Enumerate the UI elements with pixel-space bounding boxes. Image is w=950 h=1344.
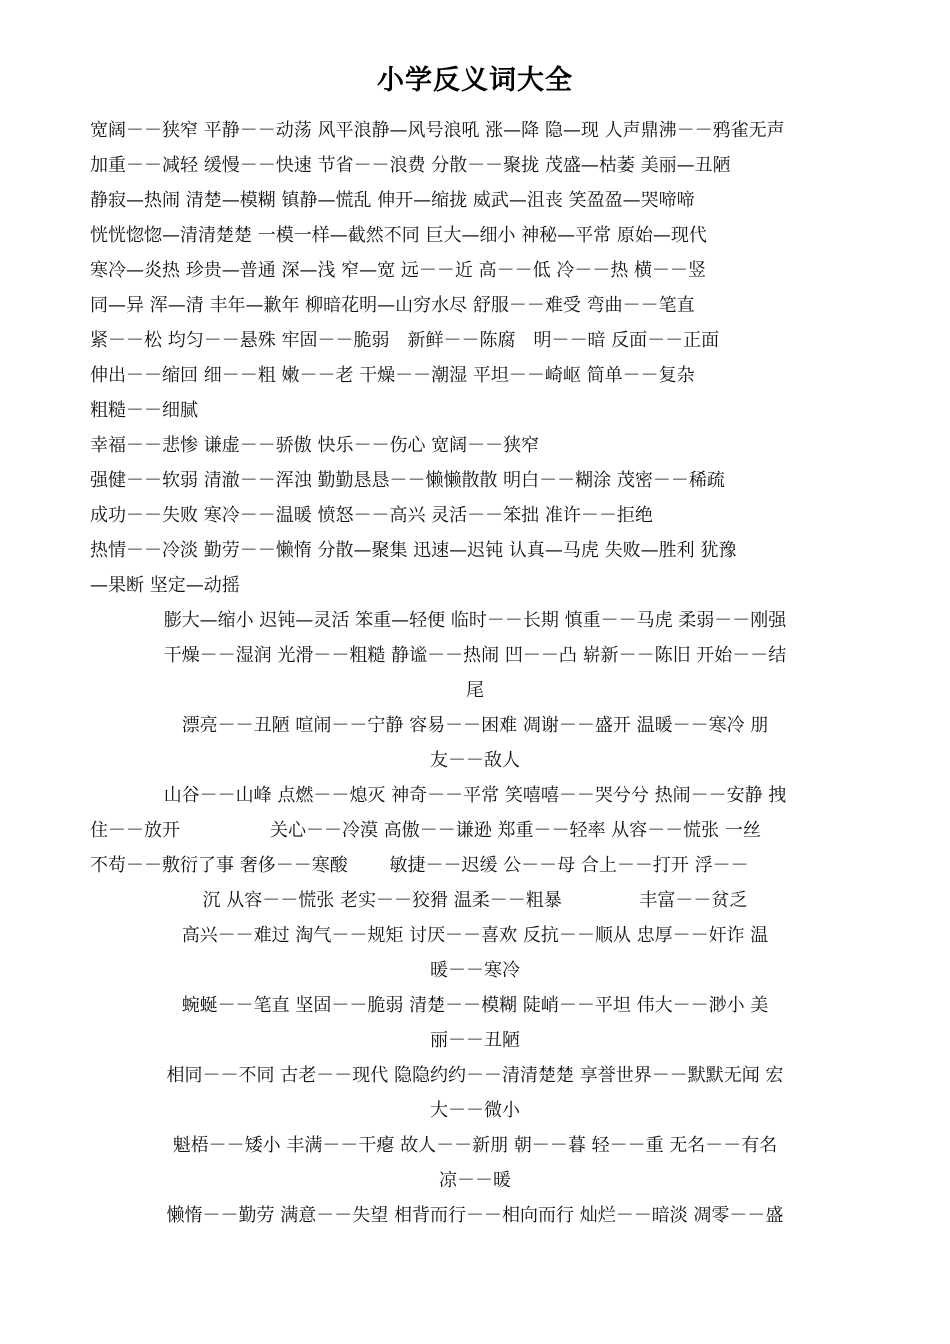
text-line: 寒冷—炎热 珍贵—普通 深—浅 窄—宽 远－－近 高－－低 冷－－热 横－－竖 [90,260,707,281]
text-line: 加重－－减轻 缓慢－－快速 节省－－浪费 分散－－聚拢 茂盛—枯萎 美丽—丑陋 [90,155,731,176]
text-line: 幸福－－悲惨 谦虚－－骄傲 快乐－－伤心 宽阔－－狭窄 [90,435,540,456]
text-line: 干燥－－湿润 光滑－－粗糙 静谧－－热闹 凹－－凸 崭新－－陈旧 开始－－结 [163,645,787,666]
text-line: 恍恍惚惚—清清楚楚 一模一样—截然不同 巨大—细小 神秘—平常 原始—现代 [90,225,707,246]
text-line: 沉 从容－－慌张 老实－－狡猾 温柔－－粗暴 丰富－－贫乏 [202,890,748,911]
text-line: 伸出－－缩回 细－－粗 嫩－－老 干燥－－潮湿 平坦－－崎岖 简单－－复杂 [90,365,695,386]
text-line: 粗糙－－细腻 [90,400,198,421]
text-line: 不苟－－敷衍了事 奢侈－－寒酸 敏捷－－迟缓 公－－母 合上－－打开 浮－－ [90,855,749,876]
text-line: 静寂—热闹 清楚—模糊 镇静—慌乱 伸开—缩拢 威武—沮丧 笑盈盈—哭啼啼 [90,190,695,211]
text-line: 热情－－冷淡 勤劳－－懒惰 分散—聚集 迅速—迟钝 认真—马虎 失败—胜利 犹豫 [90,540,737,561]
text-line: 尾 [466,680,484,701]
text-line: 魁梧－－矮小 丰满－－干瘪 故人－－新朋 朝－－暮 轻－－重 无名－－有名 [172,1135,778,1156]
text-line: 山谷－－山峰 点燃－－熄灭 神奇－－平常 笑嘻嘻－－哭兮兮 热闹－－安静 拽 [163,785,787,806]
text-line: 同—异 浑—清 丰年—歉年 柳暗花明—山穷水尽 舒服－－难受 弯曲－－笔直 [90,295,695,316]
text-line: 大－－微小 [430,1100,520,1121]
text-line: 相同－－不同 古老－－现代 隐隐约约－－清清楚楚 享誉世界－－默默无闻 宏 [166,1065,784,1086]
text-line: 高兴－－难过 淘气－－规矩 讨厌－－喜欢 反抗－－顺从 忠厚－－奸诈 温 [181,925,769,946]
text-line: 膨大—缩小 迟钝—灵活 笨重—轻便 临时－－长期 慎重－－马虎 柔弱－－刚强 [163,610,787,631]
text-line: 宽阔－－狭窄 平静－－动荡 风平浪静—风号浪吼 涨—降 隐—现 人声鼎沸－－鸦雀无声 [90,120,785,141]
text-line: 友－－敌人 [430,750,520,771]
text-line: 凉－－暖 [439,1170,511,1191]
text-line: 紧－－松 均匀－－悬殊 牢固－－脆弱 新鲜－－陈腐 明－－暗 反面－－正面 [90,330,720,351]
text-line: 强健－－软弱 清澈－－浑浊 勤勤恳恳－－懒懒散散 明白－－糊涂 茂密－－稀疏 [90,470,725,491]
text-line: 住－－放开 关心－－冷漠 高傲－－谦逊 郑重－－轻率 从容－－慌张 一丝 [90,820,761,841]
text-line: 丽－－丑陋 [430,1030,520,1051]
text-line: 暖－－寒冷 [430,960,520,981]
text-line: 懒惰－－勤劳 满意－－失望 相背而行－－相向而行 灿烂－－暗淡 凋零－－盛 [166,1205,784,1226]
text-line: 成功－－失败 寒冷－－温暖 愤怒－－高兴 灵活－－笨拙 准许－－拒绝 [90,505,653,526]
page-title: 小学反义词大全 [377,65,573,96]
text-line: 蜿蜒－－笔直 坚固－－脆弱 清楚－－模糊 陡峭－－平坦 伟大－－渺小 美 [181,995,769,1016]
text-line: 漂亮－－丑陋 喧闹－－宁静 容易－－困难 凋谢－－盛开 温暖－－寒冷 朋 [181,715,769,736]
text-line: —果断 坚定—动摇 [90,575,240,596]
